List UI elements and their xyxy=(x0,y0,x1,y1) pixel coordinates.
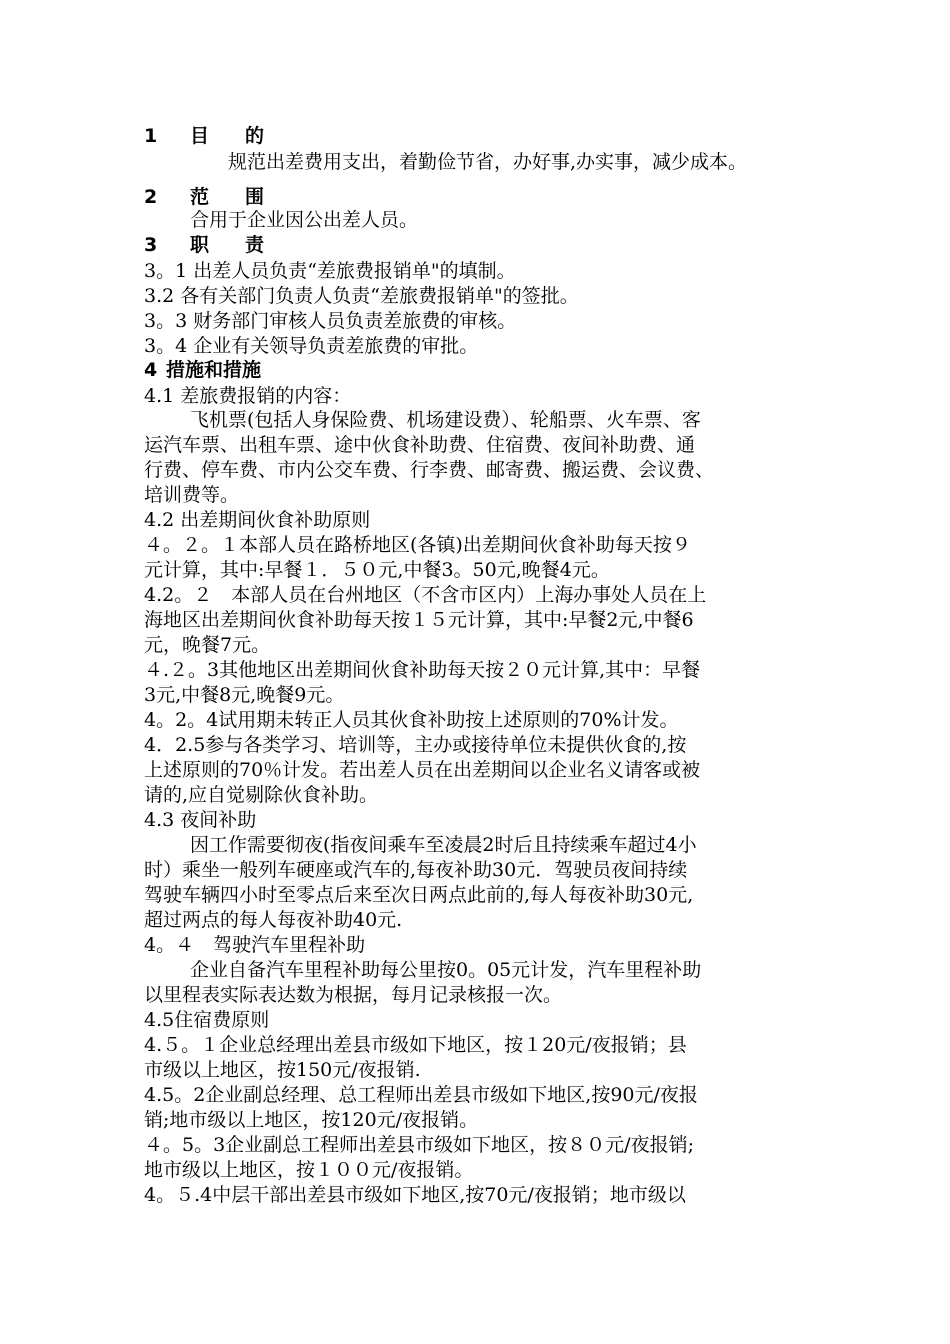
body-line: 销;地市级以上地区，按120元/夜报销。 xyxy=(144,1109,479,1131)
section-number: 1 xyxy=(144,125,158,147)
body-line: 4.５。１企业总经理出差县市级如下地区，按１20元/夜报销；县 xyxy=(144,1034,687,1056)
responsibility-item: 3。4 企业有关领导负责差旅费的审批。 xyxy=(144,335,479,357)
body-line: 培训费等。 xyxy=(144,484,240,506)
body-line: 地市级以上地区，按１００元/夜报销。 xyxy=(144,1159,474,1181)
body-line: 请的,应自觉剔除伙食补助。 xyxy=(144,784,379,806)
body-line: 海地区出差期间伙食补助每天按１５元计算，其中:早餐2元,中餐6 xyxy=(144,609,694,631)
body-line: 4．2.5参与各类学习、培训等，主办或接待单位未提供伙食的,按 xyxy=(144,734,687,756)
section-title-char: 围 xyxy=(245,186,265,208)
body-line: 以里程表实际表达数为根据，每月记录核报一次。 xyxy=(144,984,563,1006)
body-line: 3元,中餐8元,晚餐9元。 xyxy=(144,684,345,706)
body-line: ４.２。3其他地区出差期间伙食补助每天按２０元计算,其中：早餐 xyxy=(144,659,701,681)
body-line: 4.1 差旅费报销的内容： xyxy=(144,385,352,407)
body-line: 4.3 夜间补助 xyxy=(144,809,257,831)
body-line: 运汽车票、出租车票、途中伙食补助费、住宿费、夜间补助费、通 xyxy=(144,434,696,456)
body-line: 市级以上地区，按150元/夜报销. xyxy=(144,1059,421,1081)
section-1-heading xyxy=(144,124,834,148)
body-line: 4。４ 驾驶汽车里程补助 xyxy=(144,934,366,956)
section-title-char: 的 xyxy=(245,125,265,147)
body-line: 上述原则的70％计发。若出差人员在出差期间以企业名义请客或被 xyxy=(144,759,701,781)
body-line: 4。2。4试用期未转正人员其伙食补助按上述原则的70%计发。 xyxy=(144,709,679,731)
section-3-heading xyxy=(144,233,834,257)
body-line: ４。5。3企业副总工程师出差县市级如下地区，按８０元/夜报销; xyxy=(144,1134,694,1156)
body-line: 4.2 出差期间伙食补助原则 xyxy=(144,509,371,531)
body-line: 超过两点的每人每夜补助40元. xyxy=(144,909,403,931)
body-line: 4.2。２ 本部人员在台州地区（不含市区内）上海办事处人员在上 xyxy=(144,584,707,606)
section-1-body: 规范出差费用支出，着勤俭节省，办好事,办实事，减少成本。 xyxy=(228,151,748,173)
section-title-char: 责 xyxy=(245,234,265,256)
section-number: 2 xyxy=(144,186,158,208)
section-title-char: 职 xyxy=(190,234,210,256)
section-2-body: 合用于企业因公出差人员。 xyxy=(190,209,419,231)
section-4-heading xyxy=(144,358,834,382)
body-line: 元，晚餐7元。 xyxy=(144,634,271,656)
section-title-char: 目 xyxy=(190,125,210,147)
body-line: 元计算，其中:早餐１．５０元,中餐3。50元,晚餐4元。 xyxy=(144,559,610,581)
section-title: 措施和措施 xyxy=(166,359,262,381)
body-line: 4.5。2企业副总经理、总工程师出差县市级如下地区,按90元/夜报 xyxy=(144,1084,698,1106)
body-line: 企业自备汽车里程补助每公里按0。05元计发，汽车里程补助 xyxy=(190,959,702,981)
responsibility-item: 3.2 各有关部门负责人负责“差旅费报销单"的签批。 xyxy=(144,285,579,307)
body-line: 驾驶车辆四小时至零点后来至次日两点此前的,每人每夜补助30元, xyxy=(144,884,694,906)
section-2-heading xyxy=(144,185,834,209)
body-line: 行费、停车费、市内公交车费、行李费、邮寄费、搬运费、会议费、 xyxy=(144,459,715,481)
body-line: 4。５.4中层干部出差县市级如下地区,按70元/夜报销；地市级以 xyxy=(144,1184,686,1206)
body-line: 因工作需要彻夜(指夜间乘车至凌晨2时后且持续乘车超过4小 xyxy=(190,834,697,856)
body-line: 时）乘坐一般列车硬座或汽车的,每夜补助30元．驾驶员夜间持续 xyxy=(144,859,688,881)
section-title-char: 范 xyxy=(190,186,210,208)
responsibility-item: 3。1 出差人员负责“差旅费报销单"的填制。 xyxy=(144,260,516,282)
section-number: 3 xyxy=(144,234,158,256)
body-line: ４。２。１本部人员在路桥地区(各镇)出差期间伙食补助每天按９ xyxy=(144,534,691,556)
responsibility-item: 3。3 财务部门审核人员负责差旅费的审核。 xyxy=(144,310,517,332)
body-line: 飞机票(包括人身保险费、机场建设费）、轮船票、火车票、客 xyxy=(190,409,701,431)
body-line: 4.5住宿费原则 xyxy=(144,1009,270,1031)
section-number: 4 xyxy=(144,359,158,381)
